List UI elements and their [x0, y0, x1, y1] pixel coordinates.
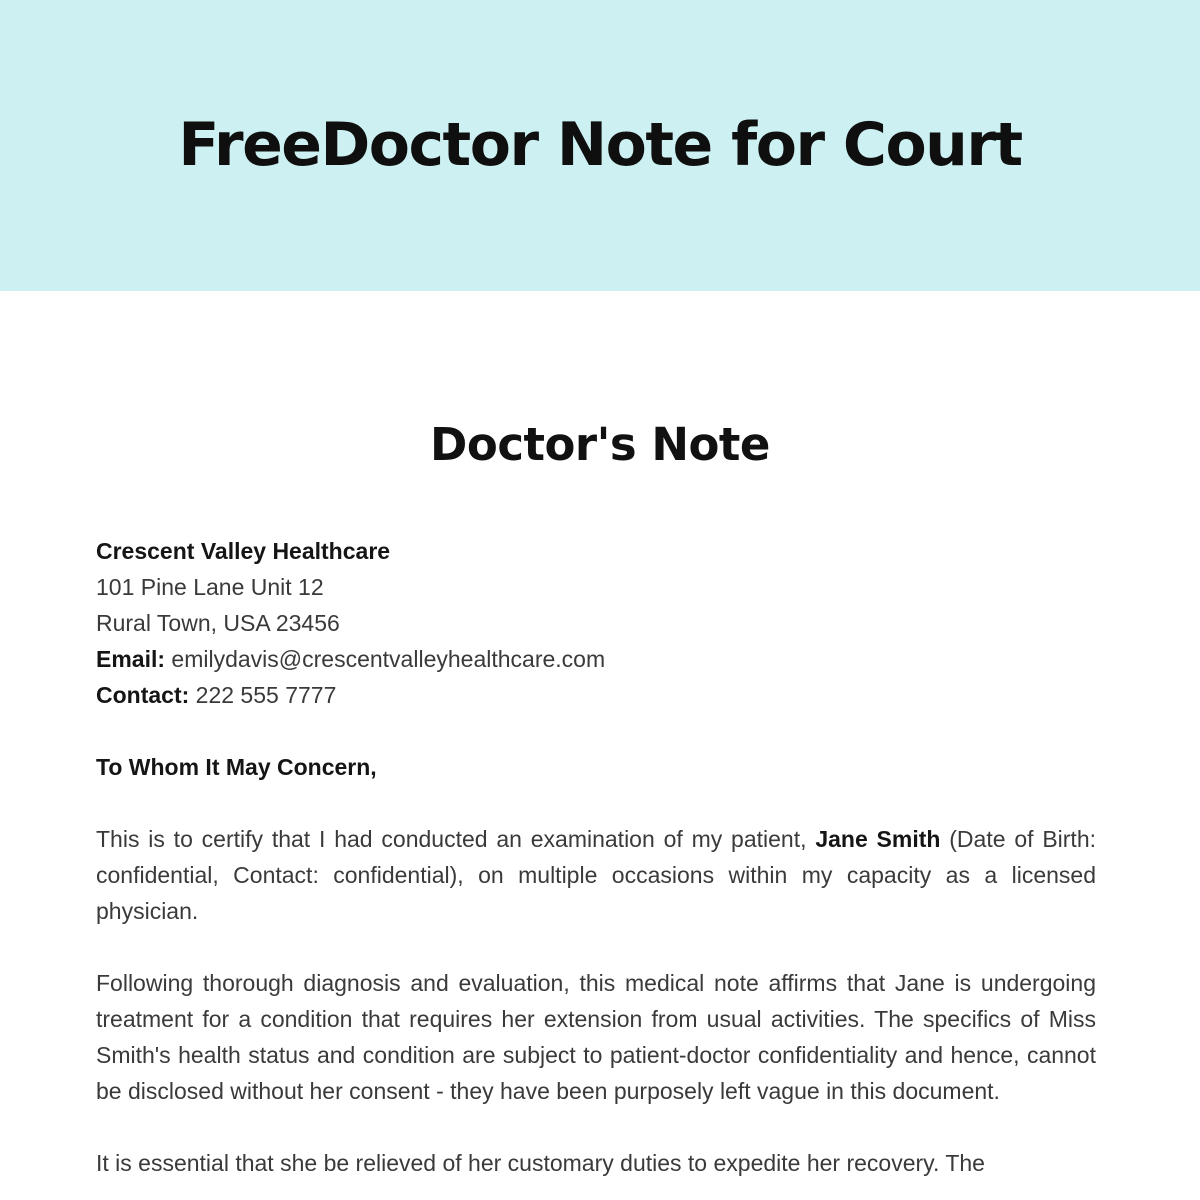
- salutation-text: To Whom It May Concern,: [96, 754, 377, 780]
- paragraph-diagnosis: Following thorough diagnosis and evaluation, this medical note affirms that Jane is undergoing treatment for a condition that requires her extension from usual activities. The specifics of Miss Smith's health status and condition are subject to patient-doctor confidentiality and hence, cannot be disclosed without her consent - they have been purposely left vague in this document.: [96, 970, 1096, 1104]
- document-body: [0, 291, 1200, 1200]
- patient-name: Jane Smith: [815, 826, 941, 852]
- paragraph-1-after: (Date of Birth: confidential, Contact: confidential), on multiple occasions within my capacity as a licensed physician.: [96, 826, 1096, 924]
- address-line-1: 101 Pine Lane Unit 12: [96, 574, 324, 600]
- address-line-2: Rural Town, USA 23456: [96, 610, 340, 636]
- document-content: [96, 533, 1096, 1200]
- contact-value: 222 555 7777: [195, 682, 337, 708]
- organization-name-text: Crescent Valley Healthcare: [96, 538, 391, 564]
- sender-address-block: [96, 533, 1096, 713]
- email-value: emilydavis@crescentvalleyhealthcare.com: [171, 646, 606, 672]
- contact-line: [96, 677, 1096, 713]
- paragraph-certification: [96, 821, 1096, 929]
- document-title: Doctor's Note: [430, 418, 770, 471]
- organization-name: [96, 533, 1096, 569]
- contact-label: Contact:: [96, 682, 190, 708]
- email-label: Email:: [96, 646, 166, 672]
- header-banner: [0, 0, 1200, 291]
- paragraph-1-before: This is to certify that I had conducted an examination of my patient,: [96, 826, 816, 852]
- banner-title: FreeDoctor Note for Court: [178, 110, 1022, 180]
- paragraph-recovery: It is essential that she be relieved of her customary duties to expedite her recovery. The: [96, 1150, 985, 1176]
- salutation: [96, 749, 1096, 785]
- email-line: [96, 641, 1096, 677]
